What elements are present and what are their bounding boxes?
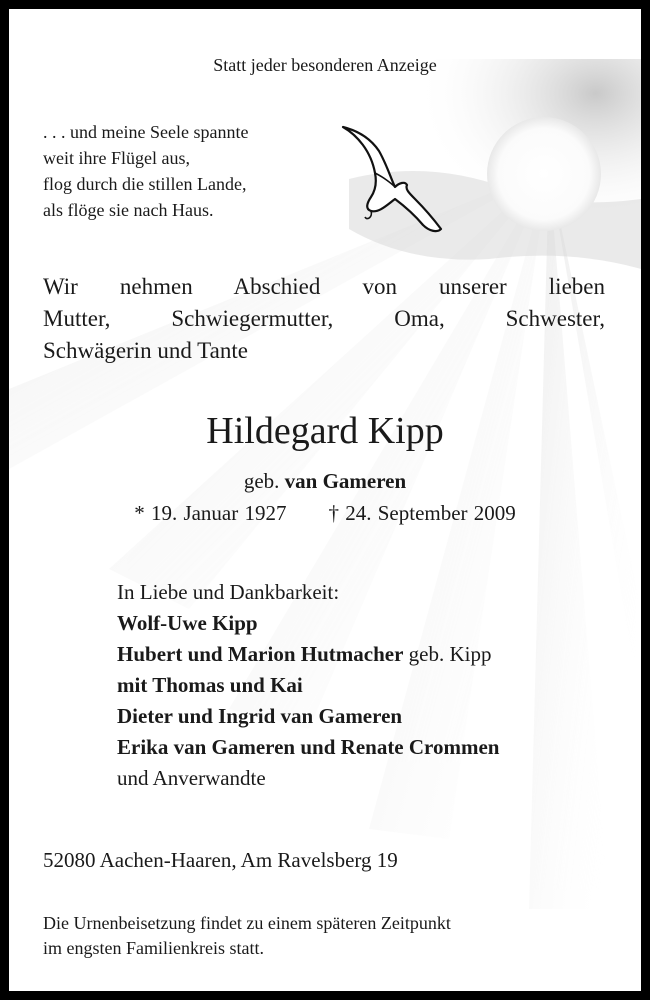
family-member: mit Thomas und Kai — [117, 673, 303, 697]
address: 52080 Aachen-Haaren, Am Ravelsberg 19 — [43, 848, 398, 872]
intro-line: Wir nehmen Abschied von unserer lieben — [43, 274, 605, 299]
family-heading: In Liebe und Dankbarkeit: — [117, 580, 340, 604]
seagull-icon — [337, 121, 447, 233]
poem-line: flog durch die stillen Lande, — [43, 174, 247, 194]
family-member-note: geb. Kipp — [408, 642, 492, 666]
poem-line: weit ihre Flügel aus, — [43, 148, 190, 168]
family-member: Erika van Gameren und Renate Crommen — [117, 735, 500, 759]
notice-line: Die Urnenbeisetzung findet zu einem späteren Zeitpunkt — [43, 913, 451, 933]
deceased-name: Hildegard Kipp — [206, 410, 444, 452]
obituary-card — [9, 9, 641, 991]
notice-line: im engsten Familienkreis statt. — [43, 938, 264, 958]
sun-icon — [487, 117, 601, 231]
nee-prefix: geb. — [243, 469, 280, 493]
family-member: Wolf-Uwe Kipp — [117, 611, 258, 635]
farewell-intro — [43, 271, 605, 367]
header-text: Statt jeder besonderen Anzeige — [213, 55, 437, 75]
family-member — [117, 639, 499, 670]
intro-line: Mutter, Schwiegermutter, Oma, Schwester, — [43, 306, 605, 331]
family-list — [117, 577, 499, 794]
maiden-name — [9, 469, 641, 494]
life-dates — [9, 501, 641, 526]
family-member: Dieter und Ingrid van Gameren — [117, 704, 403, 728]
family-member-bold: Hubert und Marion Hutmacher — [117, 642, 404, 666]
poem-line: als flöge sie nach Haus. — [43, 200, 214, 220]
family-relatives: und Anverwandte — [117, 766, 266, 790]
poem — [43, 119, 248, 223]
death-date: † 24. September 2009 — [328, 501, 516, 525]
birth-date: * 19. Januar 1927 — [134, 501, 287, 525]
intro-line: Schwägerin und Tante — [43, 338, 248, 363]
nee-name: van Gameren — [284, 469, 407, 493]
burial-notice — [43, 911, 451, 961]
poem-line: . . . und meine Seele spannte — [43, 122, 249, 142]
